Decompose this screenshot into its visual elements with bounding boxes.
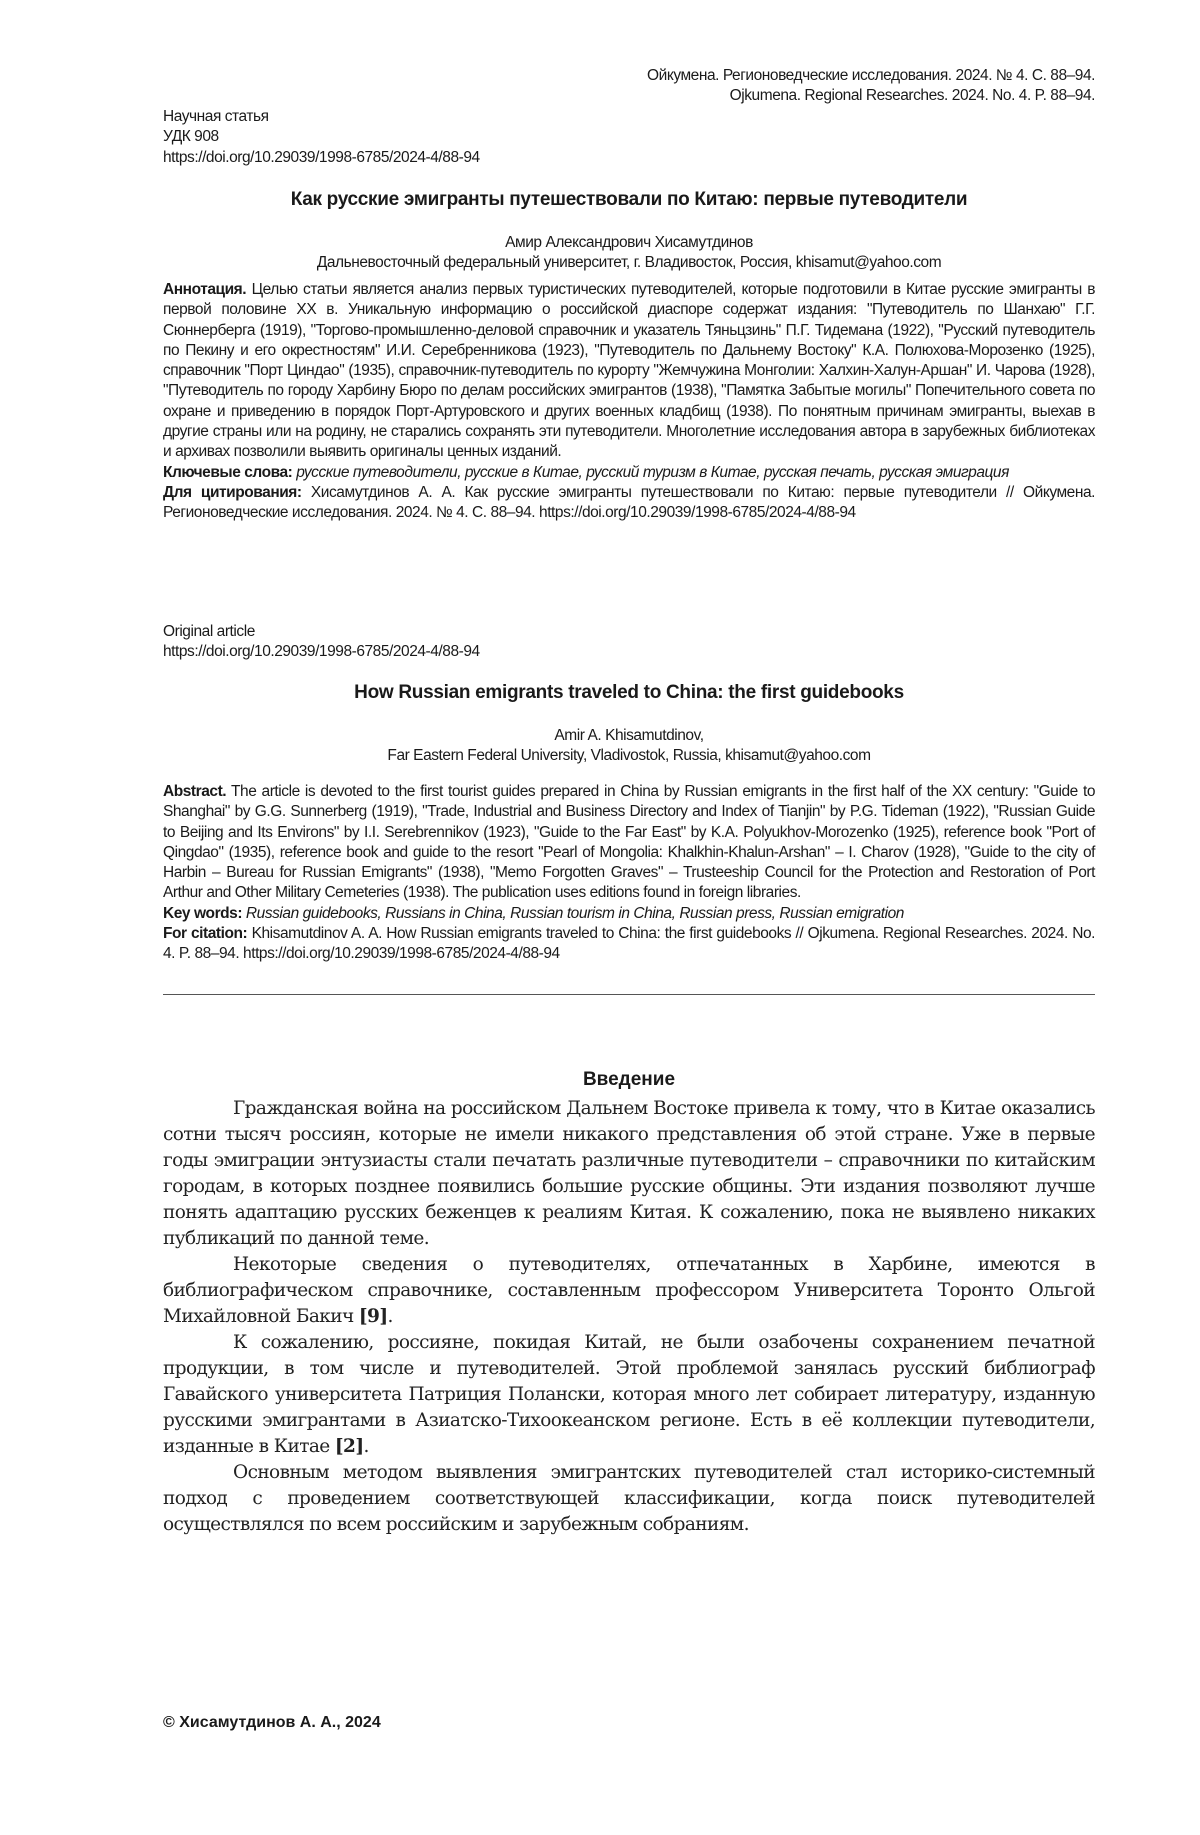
journal-ref-ru: Ойкумена. Регионоведческие исследования. 2024. № 4. С. 88–94. xyxy=(163,66,1095,86)
keywords-label-en: Key words: xyxy=(163,905,242,922)
article-type-en: Original article xyxy=(163,622,1095,642)
article-meta-en xyxy=(163,622,1095,663)
paragraph xyxy=(163,1460,1095,1538)
section-divider xyxy=(163,994,1095,995)
abstract-text: Целью статьи является анализ первых туристических путеводителей, которые подготовили в Китае русские эмигранты в первой половине XX в. Уникальную информацию о российской диаспоре содержат издания: "Путеводитель по Шанхаю" Г.Г. Сюннерберга (1919), "Торгово-промышленно-деловой справочник и указатель Тяньцзинь" П.Г. Тидемана (1922), "Русский путеводитель по Пекину и его окрестностям" И.И. Серебренникова (1923), "Путеводитель по Дальнему Востоку" К.А. Полюхова-Морозенко (1925), справочник "Порт Циндао" (1935), справочник-путеводитель по курорту "Жемчужина Монголии: Халхин-Халун-Аршан" И. Чарова (1928), "Путеводитель по городу Харбину Бюро по делам российских эмигрантов (1938), "Памятка Забытые могилы" Попечительного совета по охране и приведению в порядок Порт-Артуровского и других военных кладбищ (1938). По понятным причинам эмигранты, выехав в другие страны или на родину, не старались сохранять эти путеводители. Многолетние исследования автора в зарубежных библиотеках и архивах позволили выявить оригиналы ценных изданий. xyxy=(163,281,1095,460)
doi-link-en[interactable]: https://doi.org/10.29039/1998-6785/2024-4/88-94 xyxy=(163,642,1095,662)
author-block-en xyxy=(163,726,1095,767)
journal-header xyxy=(163,66,1095,107)
udc: УДК 908 xyxy=(163,127,1095,147)
keywords-text: русские путеводители, русские в Китае, русский туризм в Китае, русская печать, русская эмиграция xyxy=(296,464,1009,481)
title-ru: Как русские эмигранты путешествовали по Китаю: первые путеводители xyxy=(163,189,1095,211)
abstract-en xyxy=(163,782,1095,965)
article-meta-ru xyxy=(163,107,1095,168)
author-name-en: Amir A. Khisamutdinov, xyxy=(163,726,1095,746)
paragraph-text: Гражданская война на российском Дальнем Востоке привела к тому, что в Китае оказались сотни тысяч россиян, которые не имели никакого представления об этой стране. Уже в первые годы эмиграции энтузиасты стали печатать различные путеводители – справочники по китайским городам, в которых позднее появились большие русские общины. Эти издания позволяют лучше понять адаптацию русских беженцев к реалиям Китая. К сожалению, пока не выявлено никаких публикаций по данной теме. xyxy=(163,1098,1095,1249)
citation-text-en: Khisamutdinov A. A. How Russian emigrants traveled to China: the first guidebooks // Ojkumena. Regional Researches. 2024. No. 4. P. 88–94. https://doi.org/10.29039/1998-6785/2024-4/88-94 xyxy=(163,925,1095,962)
article-type: Научная статья xyxy=(163,107,1095,127)
section-heading: Введение xyxy=(163,1069,1095,1091)
keywords-text-en: Russian guidebooks, Russians in China, Russian tourism in China, Russian press, Russian emigration xyxy=(246,905,904,922)
abstract-ru xyxy=(163,280,1095,524)
abstract-label-en: Abstract. xyxy=(163,783,226,800)
author-name: Амир Александрович Хисамутдинов xyxy=(163,233,1095,253)
paragraph: Некоторые сведения о путеводителях, отпечатанных в Харбине, имеются в библиографическом справочнике, составленным профессором Университета Торонто Ольгой Михайловной Бакич [9]. xyxy=(163,1252,1095,1330)
paragraph: К сожалению, россияне, покидая Китай, не были озабочены сохранением печатной продукции, в том числе и путеводителей. Этой проблемой занялась русский библиограф Гавайского университета Патриция Полански, которая много лет собирает литературу, изданную русскими эмигрантами в Азиатско-Тихоокеанском регионе. Есть в её коллекции путеводители, изданные в Китае [2]. xyxy=(163,1330,1095,1460)
reference-link[interactable]: [2] xyxy=(335,1436,364,1457)
keywords-label: Ключевые слова: xyxy=(163,464,292,481)
citation-label: Для цитирования: xyxy=(163,484,302,501)
reference-link[interactable]: [9] xyxy=(359,1306,388,1327)
title-en: How Russian emigrants traveled to China: the first guidebooks xyxy=(163,682,1095,704)
abstract-label: Аннотация. xyxy=(163,281,246,298)
citation-label-en: For citation: xyxy=(163,925,247,942)
paragraph xyxy=(163,1096,1095,1252)
journal-ref-en: Ojkumena. Regional Researches. 2024. No. 4. P. 88–94. xyxy=(163,86,1095,106)
citation-text: Хисамутдинов А. А. Как русские эмигранты путешествовали по Китаю: первые путеводители // Ойкумена. Регионоведческие исследования. 2024. № 4. С. 88–94. https://doi.org/10.29039/1998-6785/2024-4/88-94 xyxy=(163,484,1095,521)
paragraph-text: Основным методом выявления эмигрантских путеводителей стал историко-системный подход с проведением соответствующей классификации, когда поиск путеводителей осуществлялся по всем российским и зарубежным собраниям. xyxy=(163,1462,1095,1535)
copyright: © Хисамутдинов А. А., 2024 xyxy=(163,1714,1095,1732)
affiliation-en: Far Eastern Federal University, Vladivostok, Russia, khisamut@yahoo.com xyxy=(163,746,1095,766)
affiliation: Дальневосточный федеральный университет, г. Владивосток, Россия, khisamut@yahoo.com xyxy=(163,253,1095,273)
paragraph-text: К сожалению, россияне, покидая Китай, не были озабочены сохранением печатной продукции, в том числе и путеводителей. Этой проблемой занялась русский библиограф Гавайского университета Патриция Полански, которая много лет собирает литературу, изданную русскими эмигрантами в Азиатско-Тихоокеанском регионе. Есть в её коллекции путеводители, изданные в Китае xyxy=(163,1332,1095,1457)
body-text xyxy=(163,1096,1095,1538)
author-block-ru xyxy=(163,233,1095,274)
abstract-text-en: The article is devoted to the first tourist guides prepared in China by Russian emigrants in the first half of the XX century: "Guide to Shanghai" by G.G. Sunnerberg (1919), "Trade, Industrial and Business Directory and Index of Tianjin" by P.G. Tideman (1922), "Russian Guide to Beijing and Its Environs" by I.I. Serebrennikov (1923), "Guide to the Far East" by K.A. Polyukhov-Morozenko (1925), reference book "Port of Qingdao" (1935), reference book and guide to the resort "Pearl of Mongolia: Khalkhin-Khalun-Arshan" – I. Charov (1928), "Guide to the city of Harbin – Bureau for Russian Emigrants" (1938), "Memo Forgotten Graves" – Trusteeship Council for the Protection and Restoration of Port Arthur and Other Military Cemeteries (1938). The publication uses editions found in foreign libraries. xyxy=(163,783,1095,901)
doi-link[interactable]: https://doi.org/10.29039/1998-6785/2024-4/88-94 xyxy=(163,148,1095,168)
paragraph-text: Некоторые сведения о путеводителях, отпечатанных в Харбине, имеются в библиографическом справочнике, составленным профессором Университета Торонто Ольгой Михайловной Бакич xyxy=(163,1254,1095,1327)
